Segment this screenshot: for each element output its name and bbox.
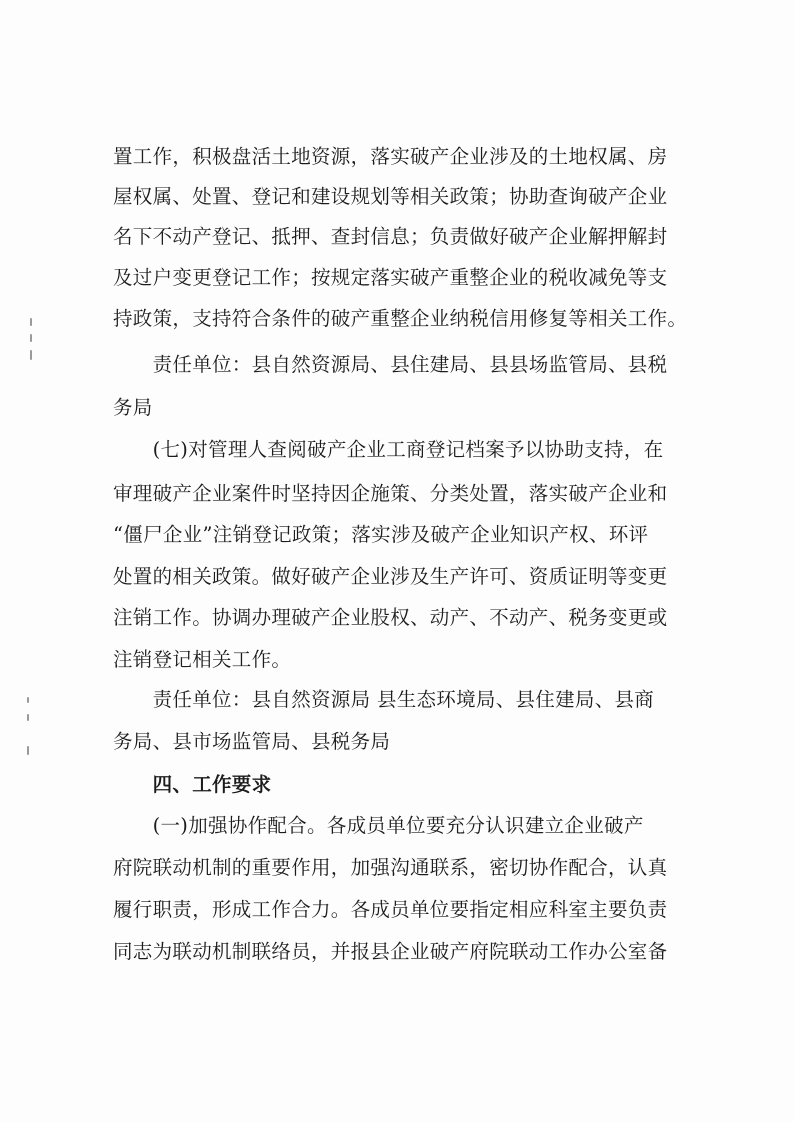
section-heading: 四、工作要求 — [113, 773, 272, 796]
text-line: 同志为联动机制联络员，并报县企业破产府院联动工作办公室备 — [113, 940, 668, 963]
text-line: 责任单位：县自然资源局 县生态环境局、县住建局、县商 — [113, 688, 655, 711]
text-line: 责任单位：县自然资源局、县住建局、县县场监管局、县税 — [113, 353, 668, 376]
text-line: 持政策，支持符合条件的破产重整企业纳税信用修复等相关工作。 — [113, 307, 688, 330]
text-line: 府院联动机制的重要作用，加强沟通联系，密切协作配合，认真 — [113, 856, 668, 879]
text-line: 名下不动产登记、抵押、查封信息；负责做好破产企业解押解封 — [113, 225, 668, 248]
binding-mark — [30, 334, 32, 342]
text-line: 置工作，积极盘活土地资源，落实破产企业涉及的土地权属、房 — [113, 145, 668, 168]
text-line: 履行职责，形成工作合力。各成员单位要指定相应科室主要负责 — [113, 898, 668, 921]
text-line: 务局 — [113, 396, 153, 419]
text-line: “僵尸企业”注销登记政策；落实涉及破产企业知识产权、环评 — [113, 523, 649, 546]
text-line: 处置的相关政策。做好破产企业涉及生产许可、资质证明等变更 — [113, 565, 668, 588]
text-line: (七)对管理人查阅破产企业工商登记档案予以协助支持，在 — [113, 438, 664, 461]
text-line: 屋权属、处置、登记和建设规划等相关政策；协助查询破产企业 — [113, 185, 668, 208]
text-line: (一)加强协作配合。各成员单位要充分认识建立企业破产 — [113, 814, 644, 837]
binding-mark — [27, 697, 29, 703]
binding-mark — [27, 746, 29, 755]
text-line: 注销工作。协调办理破产企业股权、动产、不动产、税务变更或 — [113, 606, 668, 629]
text-line: 注销登记相关工作。 — [113, 648, 292, 671]
text-line: 审理破产企业案件时坚持因企施策、分类处置，落实破产企业和 — [113, 482, 668, 505]
binding-mark — [30, 318, 32, 326]
binding-mark — [30, 350, 32, 360]
text-line: 务局、县市场监管局、县税务局 — [113, 730, 391, 753]
text-line: 及过户变更登记工作；按规定落实破产重整企业的税收减免等支 — [113, 266, 668, 289]
binding-mark — [27, 714, 29, 721]
